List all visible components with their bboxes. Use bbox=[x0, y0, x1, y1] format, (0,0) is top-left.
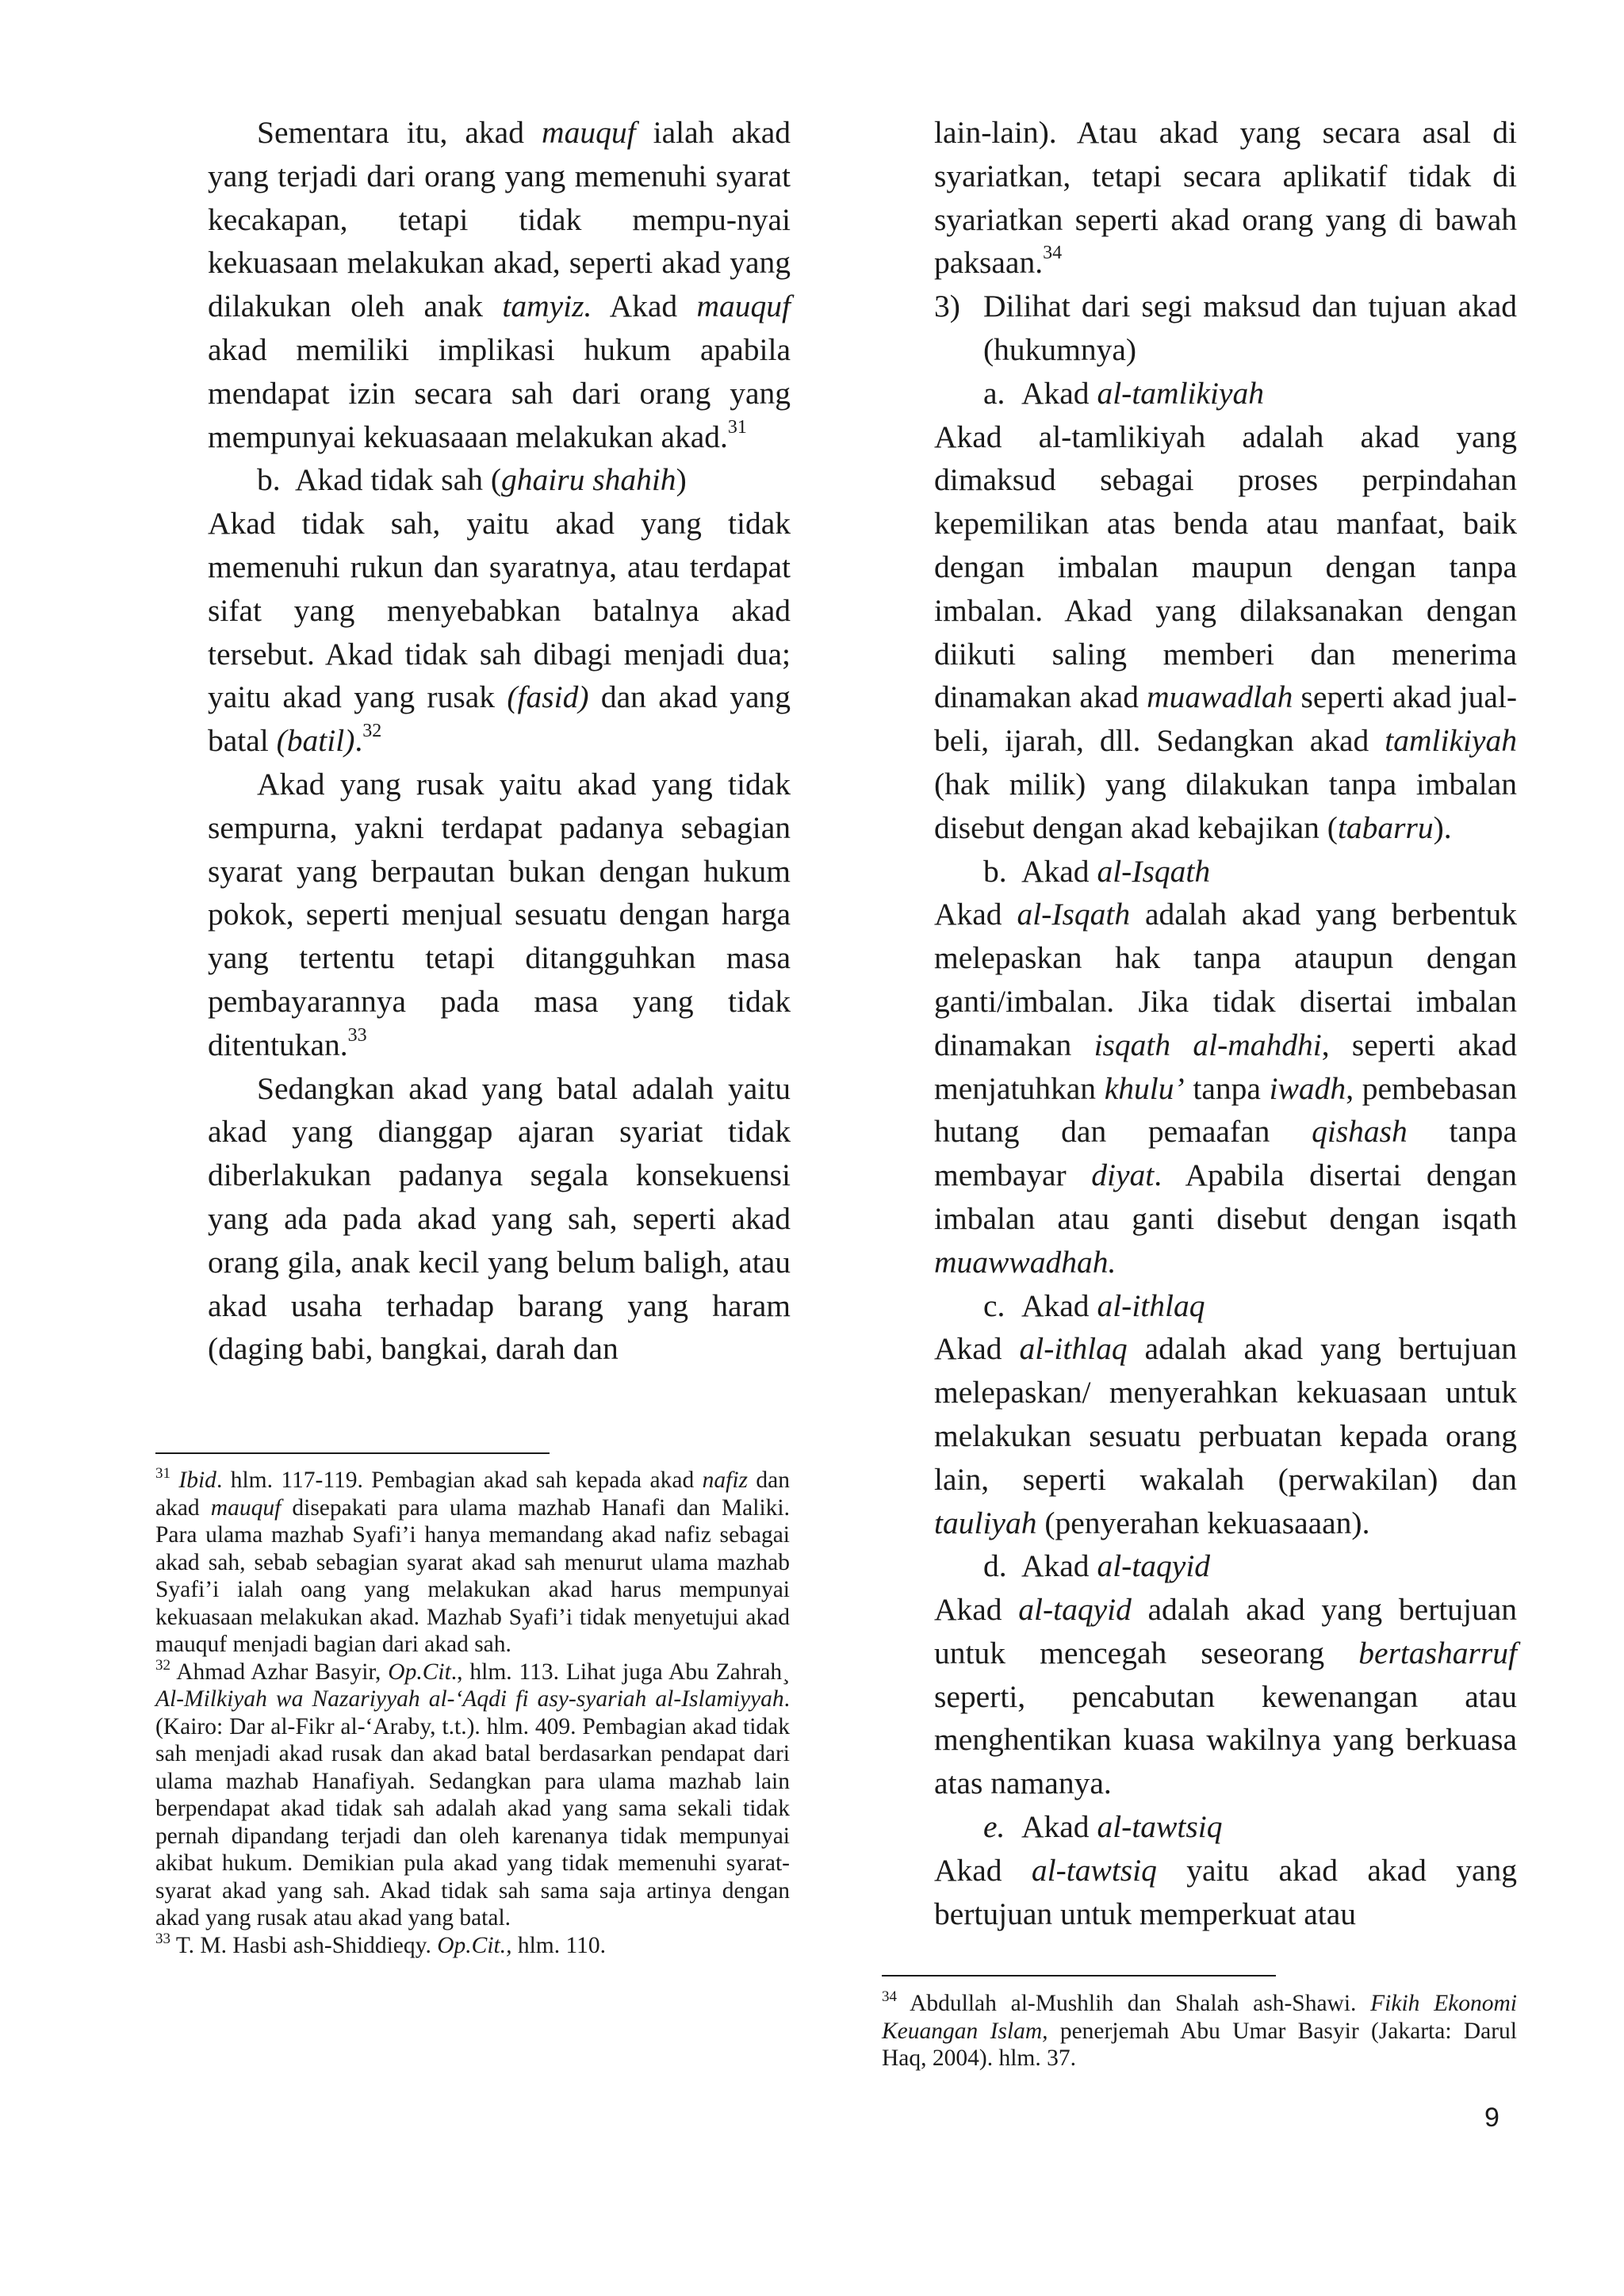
text-run: , seperti akad menjatuhkan bbox=[934, 1027, 1518, 1106]
page-number: 9 bbox=[1484, 2103, 1500, 2133]
subheading bbox=[208, 458, 791, 502]
italic-text: qishash bbox=[1312, 1114, 1408, 1150]
italic-text: al-taqyid bbox=[1097, 1548, 1211, 1584]
numbered-item bbox=[934, 285, 1517, 372]
text-run: ialah akad yang terjadi dari orang yang memenuhi syarat kecakapan, tetapi tidak mempu-nyai kekuasaan melakukan akad, seperti akad yang dilakukan oleh anak bbox=[208, 115, 791, 324]
text-run: Ahmad Azhar Basyir, bbox=[170, 1659, 389, 1685]
footnote bbox=[155, 1467, 790, 1659]
subheading-label: b. bbox=[983, 853, 1007, 889]
italic-text: al-ithlaq bbox=[1097, 1288, 1205, 1323]
body-paragraph bbox=[934, 1327, 1517, 1544]
italic-text: al-Isqath bbox=[1097, 853, 1211, 889]
text-run: Akad bbox=[1021, 1288, 1097, 1323]
body-paragraph bbox=[934, 893, 1517, 1284]
italic-text: muawadlah bbox=[1147, 679, 1293, 715]
footnote-number: 33 bbox=[155, 1930, 170, 1947]
italic-text: nafiz bbox=[702, 1468, 748, 1493]
footnote-marker: 33 bbox=[347, 1024, 367, 1046]
footnote-separator-right bbox=[882, 1975, 1276, 1976]
footnote-marker: 32 bbox=[362, 721, 382, 742]
italic-text: Op.Cit bbox=[388, 1659, 451, 1685]
text-run: seperti akad jual-beli, ijarah, dll. Sedangkan akad bbox=[934, 679, 1517, 759]
italic-text: tamyiz. bbox=[502, 289, 592, 324]
italic-text: bertasharruf bbox=[1358, 1635, 1517, 1670]
text-run: dan akad yang batal bbox=[208, 679, 791, 759]
italic-text: (fasid) bbox=[507, 679, 589, 715]
footnote bbox=[155, 1932, 790, 1960]
italic-text: al-tamlikiyah bbox=[1097, 375, 1265, 411]
italic-text: iwadh bbox=[1269, 1070, 1346, 1106]
subheading-label: e. bbox=[983, 1809, 1005, 1845]
footnote-number: 32 bbox=[155, 1656, 170, 1674]
italic-text: tabarru bbox=[1337, 809, 1434, 845]
body-paragraph bbox=[934, 111, 1517, 285]
subheading-label: c. bbox=[983, 1288, 1005, 1323]
subheading bbox=[934, 850, 1517, 894]
left-column bbox=[208, 111, 791, 1371]
text-run: Akad bbox=[1021, 853, 1097, 889]
text-run: . (Kairo: Dar al-Fikr al-‘Araby, t.t.). hlm. 409. Pembagian akad tidak sah menjadi akad rusak dan akad batal berdasarkan pendapat dari ulama mazhab Hanafiyah. Sedangkan para ulama mazhab lain berpendapat akad tidak sah adalah akad yang sama sekali tidak pernah dipandang terjadi dan oleh karenanya tidak mempunyai akibat hukum. Demikian pula akad yang tidak memenuhi syarat-syarat akad yang sah. Akad tidak sah sama saja artinya dengan akad yang rusak atau akad yang batal. bbox=[155, 1686, 790, 1931]
subheading-label: d. bbox=[983, 1548, 1007, 1584]
text-run: T. M. Hasbi ash-Shiddieqy. bbox=[170, 1932, 438, 1958]
italic-text: tamlikiyah bbox=[1385, 723, 1517, 759]
italic-text: al-tawtsiq bbox=[1031, 1852, 1157, 1888]
text-run: dan akad bbox=[155, 1468, 790, 1521]
text-run: akad memiliki implikasi hukum apabila mendapat izin secara sah dari orang yang mempunyai kekuasaaan melakukan akad. bbox=[208, 331, 791, 454]
text-run: Akad bbox=[934, 897, 1017, 932]
footnote-marker: 34 bbox=[1043, 243, 1063, 264]
body-paragraph bbox=[208, 111, 791, 458]
text-run: Akad tidak sah ( bbox=[295, 462, 501, 498]
subheading bbox=[934, 1284, 1517, 1328]
footnote bbox=[155, 1656, 791, 1932]
text-run: (hak milik) yang dilakukan tanpa imbalan disebut dengan akad kebajikan ( bbox=[934, 766, 1517, 845]
italic-text: mauquf bbox=[542, 115, 636, 150]
text-run: yaitu akad akad yang bertujuan untuk memperkuat atau bbox=[934, 1852, 1518, 1931]
footnote-marker: 31 bbox=[727, 416, 747, 438]
text-run: (penyerahan kekuasaaan). bbox=[1036, 1505, 1370, 1540]
italic-text: Fikih Ekonomi Keuangan Islam, bbox=[882, 1991, 1517, 2044]
text-run: Akad bbox=[1021, 1548, 1097, 1584]
text-run: Akad bbox=[934, 1592, 1019, 1628]
text-run: Dilihat dari segi maksud dan tujuan akad (hukumnya) bbox=[983, 289, 1517, 367]
text-run bbox=[170, 1468, 178, 1493]
text-run: ). bbox=[1433, 809, 1452, 845]
italic-text: Ibid bbox=[178, 1468, 216, 1493]
footnote-number: 31 bbox=[155, 1465, 170, 1482]
text-run: . bbox=[354, 723, 363, 759]
text-run: Akad al-tamlikiyah adalah akad yang dimaksud sebagai proses perpindahan kepemilikan atas benda atau manfaat, baik dengan imbalan maupun dengan tanpa imbalan. Akad yang dilaksanakan dengan diikuti saling memberi dan menerima dinamakan akad bbox=[934, 419, 1517, 715]
text-run: . Apabila disertai dengan imbalan atau ganti disebut dengan isqath bbox=[934, 1158, 1517, 1236]
footnotes-left bbox=[155, 1467, 790, 1959]
footnotes-right bbox=[882, 1990, 1517, 2072]
text-run: lain-lain). Atau akad yang secara asal di syariatkan, tetapi secara aplikatif tidak di syariatkan seperti akad orang yang di bawah paksaan. bbox=[934, 115, 1517, 281]
text-run: . hlm. 117-119. Pembagian akad sah kepada akad bbox=[216, 1468, 703, 1493]
text-run: ., hlm. 113. Lihat juga Abu Zahrah¸ bbox=[450, 1659, 791, 1685]
body-paragraph bbox=[208, 763, 791, 1067]
italic-text: Al-Milkiyah wa Nazariyyah al-‘Aqdi fi asy-syariah al-Islamiyyah bbox=[155, 1686, 784, 1712]
text-run: adalah akad yang bertujuan untuk mencegah seseorang bbox=[934, 1592, 1517, 1670]
text-run: , pembebasan hutang dan pemaafan bbox=[934, 1070, 1517, 1150]
item-number: 3) bbox=[934, 289, 960, 324]
text-run: Akad yang rusak yaitu akad yang tidak sempurna, yakni terdapat padanya sebagian syarat yang berpautan bukan dengan hukum pokok, seperti menjual sesuatu dengan harga yang tertentu tetapi ditangguhkan masa pembayarannya pada masa yang tidak ditentukan. bbox=[208, 766, 791, 1062]
italic-text: (batil) bbox=[276, 723, 355, 759]
italic-text: isqath al-mahdhi bbox=[1094, 1027, 1322, 1062]
text-run: seperti, pencabutan kewenangan atau menghentikan kuasa wakilnya yang berkuasa atas namanya. bbox=[934, 1678, 1517, 1801]
italic-text: tauliyah bbox=[934, 1505, 1037, 1540]
italic-text: mauquf bbox=[696, 289, 791, 324]
italic-text: al-Isqath bbox=[1017, 897, 1131, 932]
italic-text: muawwadhah. bbox=[934, 1244, 1116, 1280]
body-paragraph bbox=[934, 1849, 1517, 1936]
text-run: Sedangkan akad yang batal adalah yaitu akad yang dianggap ajaran syariat tidak diberlakukan padanya segala konsekuensi yang ada pada akad yang sah, seperti akad orang gila, anak kecil yang belum baligh, atau akad usaha terhadap barang yang haram (daging babi, bangkai, darah dan bbox=[208, 1070, 791, 1367]
text-run: Akad bbox=[1021, 1809, 1097, 1845]
text-run: penerjemah Abu Umar Basyir (Jakarta: Darul Haq, 2004). hlm. 37. bbox=[882, 2018, 1518, 2071]
text-run: Akad bbox=[1021, 375, 1097, 411]
text-run: tanpa bbox=[1184, 1070, 1270, 1106]
text-run: disepakati para ulama mazhab Hanafi dan Maliki. Para ulama mazhab Syafi’i hanya memandang akad nafiz sebagai akad sah, sebab sebagian syarat akad sah menurut ulama mazhab Syafi’i ialah oang yang melakukan akad harus mempunyai kekuasaan melakukan akad. Mazhab Syafi’i tidak menyetujui akad mauquf menjadi bagian dari akad sah. bbox=[155, 1494, 790, 1657]
text-run: tanpa membayar bbox=[934, 1114, 1517, 1193]
italic-text: al-tawtsiq bbox=[1097, 1809, 1223, 1845]
subheading-label: a. bbox=[983, 375, 1005, 411]
text-run: Akad bbox=[934, 1852, 1032, 1888]
text-run: Sementara itu, akad bbox=[257, 115, 542, 150]
text-run: Akad bbox=[592, 289, 697, 324]
subheading bbox=[934, 1805, 1517, 1849]
text-run: adalah akad yang bertujuan melepaskan/ menyerahkan kekuasaan untuk melakukan sesuatu perbuatan kepada orang lain, seperti wakalah (perwakilan) dan bbox=[934, 1331, 1517, 1497]
footnote-number: 34 bbox=[882, 1988, 897, 2005]
text-run: Akad tidak sah, yaitu akad yang tidak memenuhi rukun dan syaratnya, atau terdapat sifat yang menyebabkan batalnya akad tersebut. Akad tidak sah dibagi menjadi dua; yaitu akad yang rusak bbox=[208, 506, 791, 715]
subheading bbox=[934, 372, 1517, 415]
italic-text: al-ithlaq bbox=[1019, 1331, 1128, 1367]
italic-text: diyat bbox=[1091, 1158, 1155, 1193]
footnote bbox=[882, 1990, 1517, 2072]
item-text bbox=[983, 285, 1517, 372]
italic-text: Op.Cit., bbox=[437, 1932, 512, 1958]
text-run: hlm. 110. bbox=[511, 1932, 607, 1958]
body-paragraph bbox=[934, 415, 1517, 850]
body-paragraph bbox=[208, 1067, 791, 1372]
italic-text: al-taqyid bbox=[1018, 1592, 1132, 1628]
italic-text: khulu’ bbox=[1104, 1070, 1185, 1106]
subheading bbox=[934, 1544, 1517, 1588]
subheading-label: b. bbox=[257, 462, 281, 498]
text-run: adalah akad yang berbentuk melepaskan hak tanpa ataupun dengan ganti/imbalan. Jika tidak disertai imbalan dinamakan bbox=[934, 897, 1518, 1062]
footnote-separator-left bbox=[155, 1452, 550, 1454]
body-paragraph bbox=[208, 502, 791, 763]
right-column bbox=[934, 111, 1517, 1935]
text-run: Abdullah al-Mushlih dan Shalah ash-Shawi. bbox=[897, 1991, 1371, 2016]
text-run: Akad bbox=[934, 1331, 1020, 1367]
body-paragraph bbox=[934, 1588, 1517, 1805]
italic-text: mauquf bbox=[210, 1494, 282, 1521]
text-run: ) bbox=[676, 462, 687, 498]
italic-text: ghairu shahih bbox=[500, 462, 676, 498]
